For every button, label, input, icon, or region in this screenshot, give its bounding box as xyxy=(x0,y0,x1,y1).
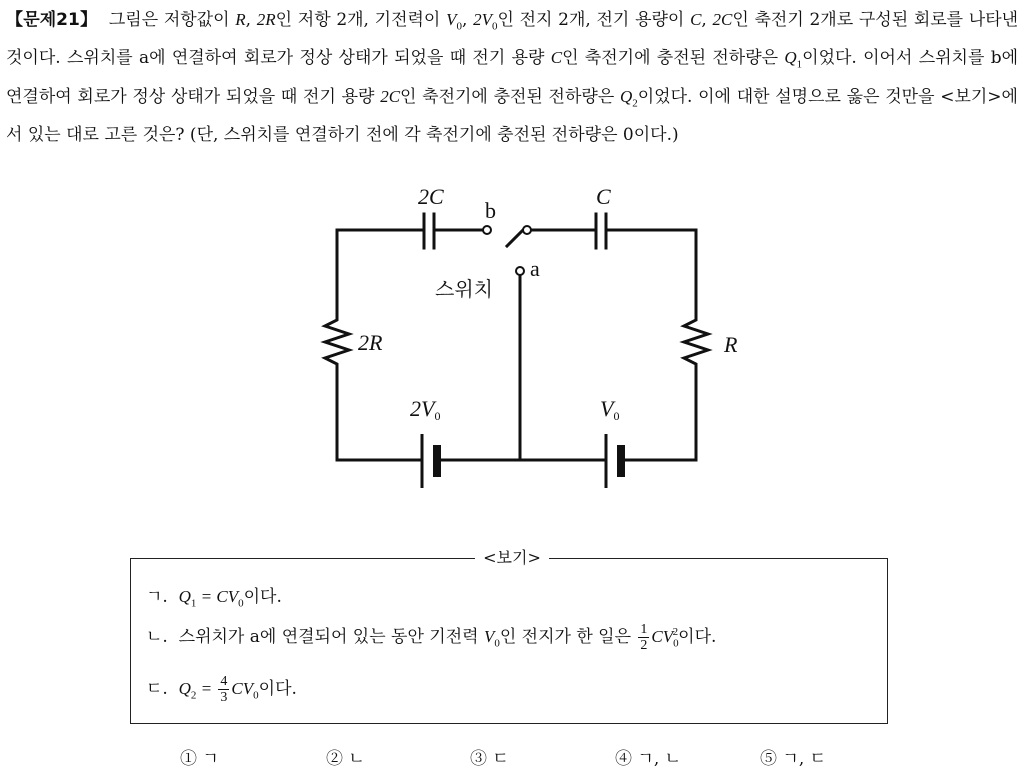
problem-text: 인 축전기 2개로 구성된 회로를 나타낸 것이다. 스위치를 a에 연결하여 회로가 정상 상태가 되었을 때 전기 용량 xyxy=(6,10,1019,69)
resistor-2r-label: 2R xyxy=(358,330,383,355)
option-text: 스위치가 a에 연결되어 있는 동안 기전력 xyxy=(178,627,479,647)
problem-text: 이었다. 이어서 스위치를 b에 연결하여 회로가 정상 상태가 되었을 때 전기 용량 xyxy=(6,48,1019,107)
option-text: 이다. xyxy=(258,679,297,699)
problem-number: 【문제21】 xyxy=(6,10,98,30)
separator: , xyxy=(245,10,257,30)
choice-3[interactable]: ③ ㄷ xyxy=(470,749,509,769)
option-text: 이다. xyxy=(243,587,282,607)
switch-label: 스위치 xyxy=(435,277,493,301)
terminal-a-label: a xyxy=(530,256,540,281)
battery-2v0-short-plate xyxy=(433,445,441,477)
problem-text: 인 전지 2개, 전기 용량이 xyxy=(497,10,685,30)
equation: $CV_0$ xyxy=(231,679,259,702)
resistor-r-label: R xyxy=(724,332,738,357)
option-item-2 xyxy=(146,622,716,653)
choice-2[interactable]: ② ㄴ xyxy=(326,749,365,769)
option-marker: ㄷ. xyxy=(146,679,168,699)
choice-4[interactable]: ④ ㄱ, ㄴ xyxy=(615,749,682,769)
options-box-title: <보기> xyxy=(0,545,1024,568)
fraction: $\frac{4}{3}$ xyxy=(220,674,228,705)
symbol-2R: 2R xyxy=(256,10,276,29)
option-text: 인 전지가 한 일은 xyxy=(499,627,632,647)
symbol-Q2: $Q_2$ xyxy=(619,86,638,110)
problem-statement xyxy=(6,4,1018,151)
option-marker: ㄱ. xyxy=(146,587,168,607)
wire xyxy=(337,230,422,312)
problem-text: 인 축전기에 충전된 전하량은 xyxy=(562,48,779,69)
fraction: $\frac{1}{2}$ xyxy=(640,622,648,653)
problem-text: 이었다. 이에 대한 설명으로 옳은 것만을 <보기>에서 있는 대로 고른 것은? (단, 스위치를 연결하기 전에 각 축전기에 충전된 전하량은 0이다.) xyxy=(6,86,1018,146)
option-marker: ㄴ. xyxy=(146,627,168,647)
separator: , xyxy=(461,10,474,30)
symbol-R: R xyxy=(235,10,246,29)
equation: $Q_1 = CV_0$ xyxy=(178,587,244,610)
wire xyxy=(624,370,696,460)
symbol-2V0: $2V_0$ xyxy=(473,10,498,33)
choice-5[interactable]: ⑤ ㄱ, ㄷ xyxy=(760,749,827,769)
symbol-V0: $V_0$ xyxy=(446,10,462,33)
terminal-b xyxy=(483,226,491,234)
terminal-pivot xyxy=(523,226,531,234)
resistor-r xyxy=(684,316,708,370)
battery-2v0-label: 2V0 xyxy=(410,396,441,423)
capacitor-2c-label: 2C xyxy=(418,184,444,209)
equation: $CV_0^2$ xyxy=(651,626,679,650)
option-item-1 xyxy=(146,582,282,609)
symbol-C: C xyxy=(550,48,563,68)
option-item-3 xyxy=(146,674,297,705)
capacitor-c-label: C xyxy=(596,184,611,209)
symbol-V0: $V_0$ xyxy=(483,627,500,650)
battery-v0-label: V0 xyxy=(600,396,620,423)
choice-1[interactable]: ① ㄱ xyxy=(180,749,219,769)
symbol-C: C xyxy=(690,10,702,29)
resistor-2r xyxy=(325,312,349,370)
symbol-Q1: $Q_1$ xyxy=(784,48,803,71)
terminal-b-label: b xyxy=(485,198,496,223)
terminal-a xyxy=(516,267,524,275)
option-text: 이다. xyxy=(678,627,717,647)
circuit-diagram xyxy=(300,170,738,500)
equation: $Q_2$ = xyxy=(178,679,217,702)
separator: , xyxy=(701,10,713,30)
problem-text: 그림은 저항값이 xyxy=(108,10,230,30)
wire xyxy=(608,230,696,316)
problem-text: 인 저항 2개, 기전력이 xyxy=(275,10,441,30)
symbol-2C: 2C xyxy=(380,86,401,106)
problem-text: 인 축전기에 충전된 전하량은 xyxy=(400,86,615,107)
battery-v0-short-plate xyxy=(617,445,625,477)
symbol-2C: 2C xyxy=(712,10,733,29)
